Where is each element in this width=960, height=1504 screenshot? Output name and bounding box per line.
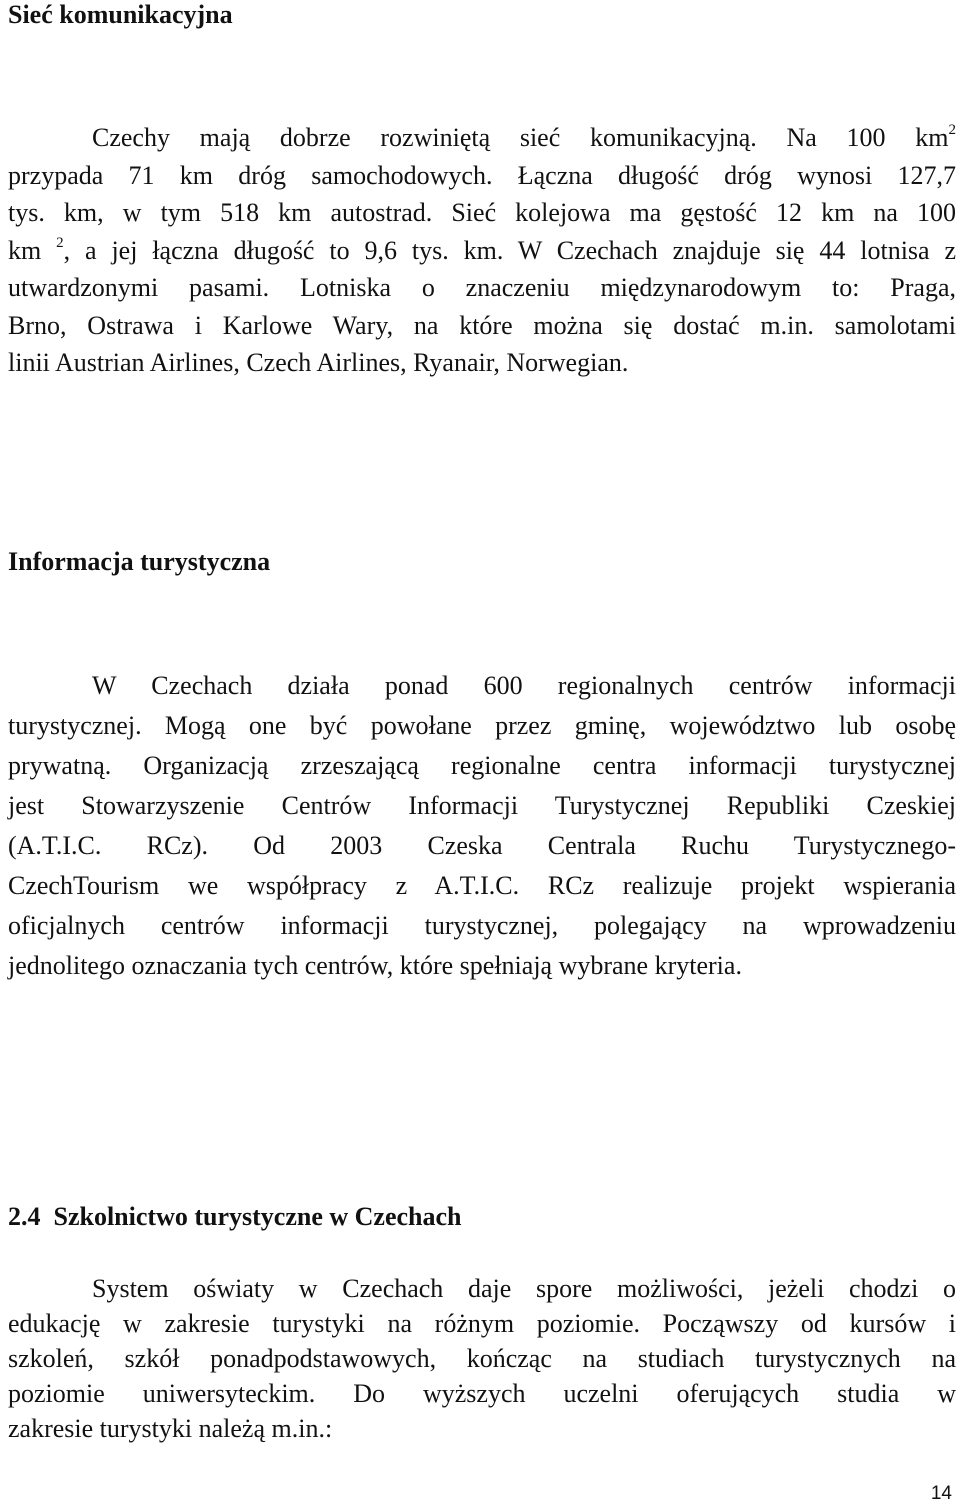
text-line: km $^2$, a jej łączna długość to 9,6 tys. km. W Czechach znajduje się 44 lotnisa z <box>8 234 956 265</box>
text-line: jest Stowarzyszenie Centrów Informacji Turystycznej Republiki Czeskiej <box>8 791 956 820</box>
heading-informacja-turystyczna: Informacja turystyczna <box>8 547 271 576</box>
paragraph-siec-komunikacyjna <box>8 119 956 382</box>
text-line: turystycznej. Mogą one być powołane przez gminę, województwo lub osobę <box>8 711 956 740</box>
text-line: (A.T.I.C. RCz). Od 2003 Czeska Centrala Ruchu Turystycznego- <box>8 831 956 860</box>
text-line: Brno, Ostrawa i Karlowe Wary, na które można się dostać m.in. samolotami <box>8 310 956 340</box>
heading-szkolnictwo-turystyczne: 2.4 Szkolnictwo turystyczne w Czechach <box>8 1202 462 1231</box>
text-line: System oświaty w Czechach daje spore możliwości, jeżeli chodzi o <box>92 1274 956 1303</box>
text-line: poziomie uniwersyteckim. Do wyższych uczelni oferujących studia w <box>8 1379 956 1408</box>
text-line: jednolitego oznaczania tych centrów, które spełniają wybrane kryteria. <box>8 951 742 980</box>
heading-siec-komunikacyjna: Sieć komunikacyjna <box>8 0 233 29</box>
text-line: zakresie turystyki należą m.in.: <box>8 1414 333 1443</box>
text-line: W Czechach działa ponad 600 regionalnych centrów informacji <box>92 671 956 700</box>
text-line: CzechTourism we współpracy z A.T.I.C. RCz realizuje projekt wspierania <box>8 871 956 900</box>
text-line: Czechy mają dobrze rozwiniętą sieć komunikacyjną. Na 100 $km^2$ <box>92 122 956 152</box>
paragraph-szkolnictwo-turystyczne <box>8 1271 956 1446</box>
text-line: utwardzonymi pasami. Lotniska o znaczeniu międzynarodowym to: Praga, <box>8 273 956 302</box>
page-number: 14 <box>930 1483 952 1504</box>
paragraph-informacja-turystyczna <box>8 666 956 986</box>
text-line: prywatną. Organizacją zrzeszającą regionalne centra informacji turystycznej <box>8 751 956 780</box>
text-line: szkoleń, szkół ponadpodstawowych, kończąc na studiach turystycznych na <box>8 1344 956 1373</box>
text-line: przypada 71 km dróg samochodowych. Łączna długość dróg wynosi 127,7 <box>8 160 956 190</box>
text-line: linii Austrian Airlines, Czech Airlines, Ryanair, Norwegian. <box>8 348 629 377</box>
text-line: tys. km, w tym 518 km autostrad. Sieć kolejowa ma gęstość 12 km na 100 <box>8 198 956 227</box>
text-line: edukację w zakresie turystyki na różnym poziomie. Począwszy od kursów i <box>8 1309 956 1338</box>
text-line: oficjalnych centrów informacji turystycznej, polegający na wprowadzeniu <box>8 911 956 940</box>
